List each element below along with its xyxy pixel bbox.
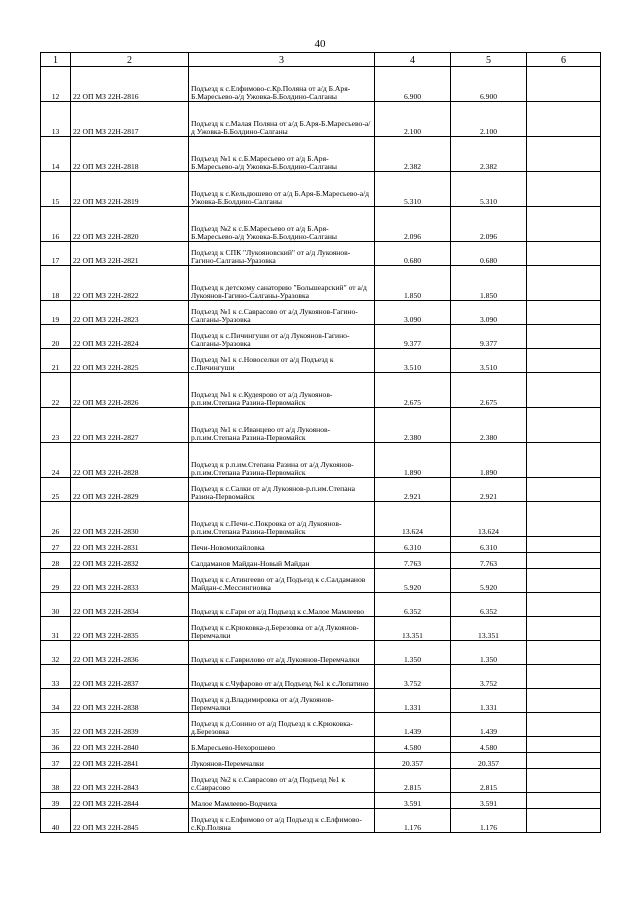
row-number: 16: [41, 207, 71, 242]
road-code: 22 ОП МЗ 22Н-2817: [71, 102, 189, 137]
row-number: 21: [41, 349, 71, 373]
length-total: 1.890: [375, 443, 451, 478]
length-col5: 1.890: [451, 443, 527, 478]
table-row: [41, 137, 601, 172]
table-row: [41, 809, 601, 833]
col6-value: [527, 737, 601, 753]
length-col5: 2.380: [451, 408, 527, 443]
road-code: 22 ОП МЗ 22Н-2823: [71, 301, 189, 325]
length-col5: 13.624: [451, 502, 527, 537]
road-code: 22 ОП МЗ 22Н-2844: [71, 793, 189, 809]
road-name: Подъезд №1 к с.Саврасово от а/д Лукоянов-Гагино-Салганы-Уразовка: [189, 301, 375, 325]
row-number: 14: [41, 137, 71, 172]
table-row: [41, 172, 601, 207]
row-number: 22: [41, 373, 71, 408]
col6-value: [527, 502, 601, 537]
road-name: Подъезд к д.Сонино от а/д Подъезд к с.Крюковка-д.Березовка: [189, 713, 375, 737]
length-total: 4.580: [375, 737, 451, 753]
col6-value: [527, 593, 601, 617]
row-number: 25: [41, 478, 71, 502]
length-col5: 3.752: [451, 665, 527, 689]
road-code: 22 ОП МЗ 22Н-2837: [71, 665, 189, 689]
length-total: 2.675: [375, 373, 451, 408]
road-code: 22 ОП МЗ 22Н-2818: [71, 137, 189, 172]
col6-value: [527, 537, 601, 553]
road-code: 22 ОП МЗ 22Н-2834: [71, 593, 189, 617]
road-name: Подъезд №1 к с.Кудеярово от а/д Лукоянов-р.п.им.Степана Разина-Первомайск: [189, 373, 375, 408]
length-total: 1.439: [375, 713, 451, 737]
col6-value: [527, 793, 601, 809]
row-number: 23: [41, 408, 71, 443]
row-number: 27: [41, 537, 71, 553]
header-cell: 2: [71, 53, 189, 67]
road-name: Подъезд к с.Чуфарово от а/д Подъезд №1 к с.Лопатино: [189, 665, 375, 689]
road-name: Подъезд к с.Елфимово-с.Кр.Поляна от а/д Б.Аря-Б.Маресьево-а/д Ужовка-Б.Болдино-Салганы: [189, 67, 375, 102]
road-code: 22 ОП МЗ 22Н-2836: [71, 641, 189, 665]
header-cell: 3: [189, 53, 375, 67]
length-col5: 3.591: [451, 793, 527, 809]
row-number: 40: [41, 809, 71, 833]
length-total: 2.380: [375, 408, 451, 443]
col6-value: [527, 753, 601, 769]
road-code: 22 ОП МЗ 22Н-2822: [71, 266, 189, 301]
length-col5: 0.680: [451, 242, 527, 266]
table-row: [41, 617, 601, 641]
row-number: 19: [41, 301, 71, 325]
length-col5: 3.510: [451, 349, 527, 373]
length-col5: 6.900: [451, 67, 527, 102]
col6-value: [527, 301, 601, 325]
col6-value: [527, 769, 601, 793]
road-name: Б.Маресьево-Нехорошево: [189, 737, 375, 753]
road-code: 22 ОП МЗ 22Н-2824: [71, 325, 189, 349]
table-row: [41, 301, 601, 325]
table-row: [41, 242, 601, 266]
road-code: 22 ОП МЗ 22Н-2832: [71, 553, 189, 569]
roads-table: [40, 52, 601, 833]
road-code: 22 ОП МЗ 22Н-2819: [71, 172, 189, 207]
header-row: [41, 53, 601, 67]
length-col5: 4.580: [451, 737, 527, 753]
length-total: 2.815: [375, 769, 451, 793]
road-code: 22 ОП МЗ 22Н-2838: [71, 689, 189, 713]
col6-value: [527, 617, 601, 641]
road-name: Подъезд №2 к с.Б.Маресьево от а/д Б.Аря-Б.Маресьево-а/д Ужовка-Б.Болдино-Салганы: [189, 207, 375, 242]
row-number: 12: [41, 67, 71, 102]
length-col5: 1.331: [451, 689, 527, 713]
road-name: Лукоянов-Перемчалки: [189, 753, 375, 769]
length-total: 1.350: [375, 641, 451, 665]
length-total: 3.591: [375, 793, 451, 809]
table-row: [41, 793, 601, 809]
road-code: 22 ОП МЗ 22Н-2840: [71, 737, 189, 753]
length-col5: 5.310: [451, 172, 527, 207]
road-code: 22 ОП МЗ 22Н-2821: [71, 242, 189, 266]
length-col5: 6.352: [451, 593, 527, 617]
length-col5: 2.815: [451, 769, 527, 793]
table-row: [41, 373, 601, 408]
col6-value: [527, 809, 601, 833]
road-name: Подъезд к с.Гаврилово от а/д Лукоянов-Перемчалки: [189, 641, 375, 665]
road-code: 22 ОП МЗ 22Н-2826: [71, 373, 189, 408]
road-name: Подъезд №1 к с.Б.Маресьево от а/д Б.Аря-Б.Маресьево-а/д Ужовка-Б.Болдино-Салганы: [189, 137, 375, 172]
length-col5: 9.377: [451, 325, 527, 349]
header-cell: 5: [451, 53, 527, 67]
road-name: Подъезд к с.Печи-с.Покровка от а/д Лукоянов-р.п.им.Степана Разина-Первомайск: [189, 502, 375, 537]
length-total: 1.331: [375, 689, 451, 713]
length-total: 6.310: [375, 537, 451, 553]
road-name: Малое Мамлеево-Водчиха: [189, 793, 375, 809]
length-col5: 1.350: [451, 641, 527, 665]
road-code: 22 ОП МЗ 22Н-2829: [71, 478, 189, 502]
col6-value: [527, 172, 601, 207]
table-row: [41, 266, 601, 301]
road-code: 22 ОП МЗ 22Н-2833: [71, 569, 189, 593]
table-row: [41, 408, 601, 443]
road-name: Подъезд к СПК "Лукояновский" от а/д Лукоянов-Гагино-Салганы-Уразовка: [189, 242, 375, 266]
row-number: 35: [41, 713, 71, 737]
road-name: Подъезд №1 к с.Иванцево от а/д Лукоянов-р.п.им.Степана Разина-Первомайск: [189, 408, 375, 443]
col6-value: [527, 207, 601, 242]
road-name: Подъезд к с.Пичингуши от а/д Лукоянов-Гагино-Салганы-Уразовка: [189, 325, 375, 349]
table-row: [41, 102, 601, 137]
table-row: [41, 207, 601, 242]
length-total: 6.352: [375, 593, 451, 617]
road-code: 22 ОП МЗ 22Н-2820: [71, 207, 189, 242]
road-code: 22 ОП МЗ 22Н-2827: [71, 408, 189, 443]
length-col5: 2.100: [451, 102, 527, 137]
table-row: [41, 67, 601, 102]
col6-value: [527, 349, 601, 373]
road-name: Подъезд к р.п.им.Степана Разина от а/д Лукоянов-р.п.им.Степана Разина-Первомайск: [189, 443, 375, 478]
road-code: 22 ОП МЗ 22Н-2843: [71, 769, 189, 793]
header-cell: 1: [41, 53, 71, 67]
road-code: 22 ОП МЗ 22Н-2839: [71, 713, 189, 737]
length-col5: 1.850: [451, 266, 527, 301]
col6-value: [527, 373, 601, 408]
road-name: Подъезд №1 к с.Новоселки от а/д Подъезд к с.Пичингуши: [189, 349, 375, 373]
col6-value: [527, 266, 601, 301]
length-col5: 7.763: [451, 553, 527, 569]
table-row: [41, 593, 601, 617]
row-number: 18: [41, 266, 71, 301]
length-total: 13.351: [375, 617, 451, 641]
table-row: [41, 737, 601, 753]
road-name: Подъезд к детскому санаторию "Большеарский" от а/д Лукоянов-Гагино-Салганы-Уразовка: [189, 266, 375, 301]
road-name: Подъезд №2 к с.Саврасово от а/д Подъезд №1 к с.Саврасово: [189, 769, 375, 793]
table-row: [41, 753, 601, 769]
table-row: [41, 713, 601, 737]
col6-value: [527, 443, 601, 478]
row-number: 20: [41, 325, 71, 349]
road-name: Подъезд к д.Владимировка от а/д Лукоянов-Перемчалки: [189, 689, 375, 713]
length-total: 3.090: [375, 301, 451, 325]
table-row: [41, 443, 601, 478]
length-total: 1.176: [375, 809, 451, 833]
row-number: 17: [41, 242, 71, 266]
length-col5: 2.382: [451, 137, 527, 172]
row-number: 30: [41, 593, 71, 617]
row-number: 38: [41, 769, 71, 793]
road-code: 22 ОП МЗ 22Н-2845: [71, 809, 189, 833]
length-total: 3.752: [375, 665, 451, 689]
road-name: Подъезд к с.Атингеево от а/д Подъезд к с.Салдаманов Майдан-с.Мессингиовка: [189, 569, 375, 593]
table-row: [41, 641, 601, 665]
row-number: 15: [41, 172, 71, 207]
row-number: 29: [41, 569, 71, 593]
table-row: [41, 553, 601, 569]
col6-value: [527, 641, 601, 665]
col6-value: [527, 242, 601, 266]
length-col5: 13.351: [451, 617, 527, 641]
table-row: [41, 769, 601, 793]
page-number: 40: [314, 38, 326, 50]
length-total: 5.920: [375, 569, 451, 593]
length-total: 13.624: [375, 502, 451, 537]
length-total: 20.357: [375, 753, 451, 769]
length-total: 9.377: [375, 325, 451, 349]
col6-value: [527, 67, 601, 102]
col6-value: [527, 102, 601, 137]
length-col5: 1.176: [451, 809, 527, 833]
row-number: 34: [41, 689, 71, 713]
road-code: 22 ОП МЗ 22Н-2831: [71, 537, 189, 553]
length-col5: 20.357: [451, 753, 527, 769]
road-code: 22 ОП МЗ 22Н-2835: [71, 617, 189, 641]
road-name: Подъезд к с.Гари от а/д Подъезд к с.Малое Мамлеево: [189, 593, 375, 617]
row-number: 28: [41, 553, 71, 569]
table-row: [41, 569, 601, 593]
col6-value: [527, 665, 601, 689]
header-cell: 4: [375, 53, 451, 67]
length-total: 3.510: [375, 349, 451, 373]
table-row: [41, 537, 601, 553]
length-total: 7.763: [375, 553, 451, 569]
road-code: 22 ОП МЗ 22Н-2828: [71, 443, 189, 478]
col6-value: [527, 569, 601, 593]
length-total: 2.382: [375, 137, 451, 172]
length-col5: 5.920: [451, 569, 527, 593]
length-total: 0.680: [375, 242, 451, 266]
length-total: 2.096: [375, 207, 451, 242]
row-number: 36: [41, 737, 71, 753]
table-row: [41, 325, 601, 349]
col6-value: [527, 408, 601, 443]
length-total: 1.850: [375, 266, 451, 301]
road-code: 22 ОП МЗ 22Н-2830: [71, 502, 189, 537]
road-name: Подъезд к с.Кельдюшево от а/д Б.Аря-Б.Маресьево-а/д Ужовка-Б.Болдино-Салганы: [189, 172, 375, 207]
length-total: 2.921: [375, 478, 451, 502]
length-total: 2.100: [375, 102, 451, 137]
length-col5: 3.090: [451, 301, 527, 325]
header-cell: 6: [527, 53, 601, 67]
road-code: 22 ОП МЗ 22Н-2841: [71, 753, 189, 769]
col6-value: [527, 325, 601, 349]
length-total: 6.900: [375, 67, 451, 102]
length-col5: 2.675: [451, 373, 527, 408]
row-number: 32: [41, 641, 71, 665]
row-number: 13: [41, 102, 71, 137]
row-number: 33: [41, 665, 71, 689]
col6-value: [527, 478, 601, 502]
road-name: Подъезд к с.Крюковка-д.Березовка от а/д Лукоянов-Перемчалки: [189, 617, 375, 641]
table-row: [41, 478, 601, 502]
row-number: 24: [41, 443, 71, 478]
col6-value: [527, 137, 601, 172]
row-number: 37: [41, 753, 71, 769]
road-name: Подъезд к с.Елфимово от а/д Подъезд к с.Елфимово-с.Кр.Поляна: [189, 809, 375, 833]
table-row: [41, 349, 601, 373]
length-col5: 2.921: [451, 478, 527, 502]
length-col5: 6.310: [451, 537, 527, 553]
road-name: Салдаманов Майдан-Новый Майдан: [189, 553, 375, 569]
road-name: Печи-Новомихайловка: [189, 537, 375, 553]
table-row: [41, 502, 601, 537]
road-code: 22 ОП МЗ 22Н-2816: [71, 67, 189, 102]
length-total: 5.310: [375, 172, 451, 207]
road-code: 22 ОП МЗ 22Н-2825: [71, 349, 189, 373]
row-number: 31: [41, 617, 71, 641]
col6-value: [527, 713, 601, 737]
table-row: [41, 665, 601, 689]
row-number: 39: [41, 793, 71, 809]
table-row: [41, 689, 601, 713]
road-name: Подъезд к с.Салки от а/д Лукоянов-р.п.им.Степана Разина-Первомайск: [189, 478, 375, 502]
road-name: Подъезд к с.Малая Поляна от а/д Б.Аря-Б.Маресьево-а/д Ужовка-Б.Болдино-Салганы: [189, 102, 375, 137]
row-number: 26: [41, 502, 71, 537]
col6-value: [527, 553, 601, 569]
col6-value: [527, 689, 601, 713]
length-col5: 1.439: [451, 713, 527, 737]
length-col5: 2.096: [451, 207, 527, 242]
